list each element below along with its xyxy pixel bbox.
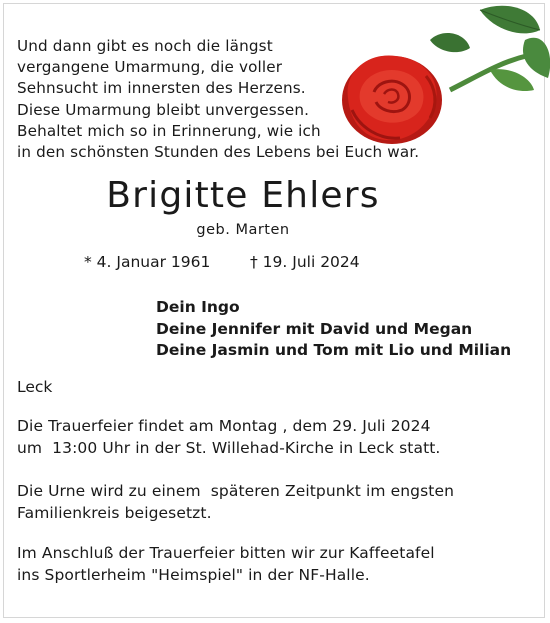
funeral-notice [17, 416, 537, 459]
mourner: Dein Ingo [156, 298, 240, 316]
poem-line: Behaltet mich so in Erinnerung, wie ich [17, 121, 321, 140]
birth-date: * 4. Januar 1961 [84, 253, 211, 271]
mourner: Deine Jasmin und Tom mit Lio und Milian [156, 341, 512, 359]
reception-notice [17, 543, 537, 586]
mourners-list [156, 297, 511, 362]
notice-line: Die Urne wird zu einem späteren Zeitpunkt im engsten [17, 482, 455, 500]
place: Leck [17, 378, 53, 396]
urn-notice [17, 481, 537, 524]
poem-line: in den schönsten Stunden des Lebens bei Euch war. [17, 143, 420, 162]
poem-line: Diese Umarmung bleibt unvergessen. [17, 100, 310, 119]
poem-line: vergangene Umarmung, die voller [17, 58, 283, 77]
poem-line: Sehnsucht im innersten des Herzens. [17, 79, 306, 98]
poem-line: Und dann gibt es noch die längst [17, 37, 273, 55]
deceased-name: Brigitte Ehlers [106, 175, 380, 216]
maiden-name: geb. Marten [196, 222, 290, 238]
death-date: † 19. Juli 2024 [250, 253, 360, 271]
mourner: Deine Jennifer mit David und Megan [156, 319, 473, 338]
poem [17, 36, 487, 163]
notice-line: Im Anschluß der Trauerfeier bitten wir zur Kaffeetafel [17, 544, 435, 562]
notice-line: Familienkreis beigesetzt. [17, 503, 212, 522]
notice-line: um 13:00 Uhr in der St. Willehad-Kirche in Leck statt. [17, 438, 441, 457]
notice-line: Die Trauerfeier findet am Montag , dem 29. Juli 2024 [17, 417, 431, 435]
notice-line: ins Sportlerheim "Heimspiel" in der NF-Halle. [17, 565, 370, 584]
